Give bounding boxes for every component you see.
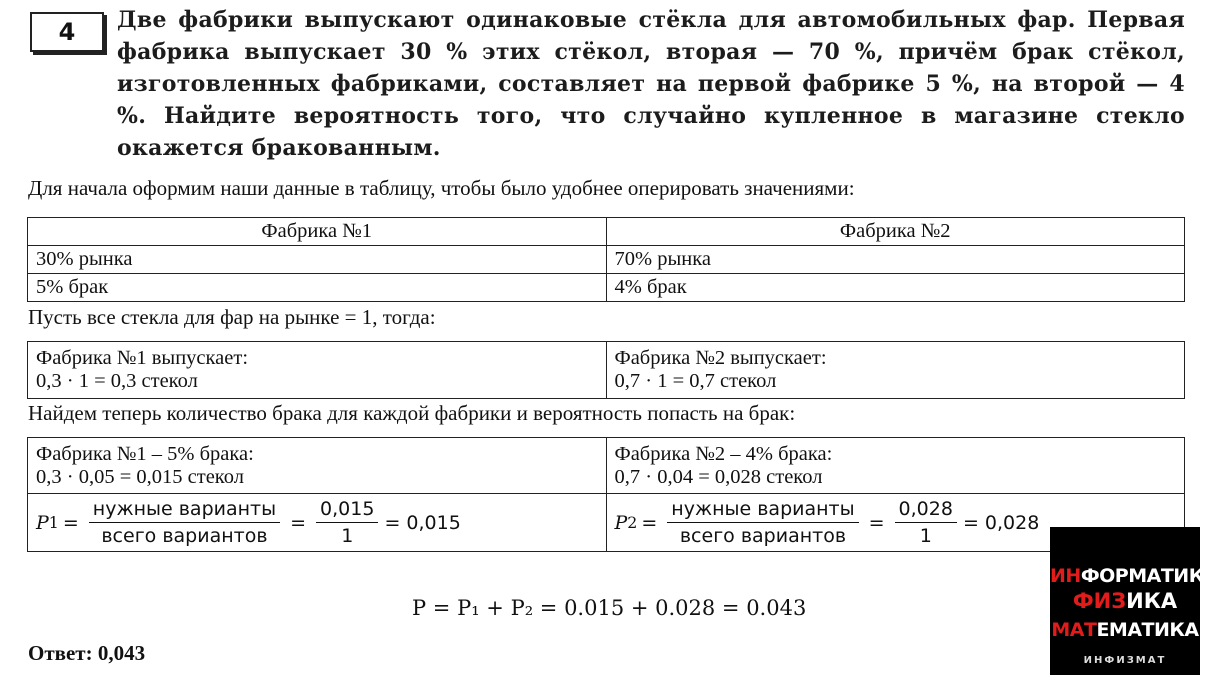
p1-result: = 0,015 [384,511,461,534]
p1-formula: P 1 = $\frac{\text{нужные варианты}}{\text{всего вариантов}}$ = $\frac{0,015}{1}$ = 0,015 [36,498,461,547]
logo-line-fizika: ФИЗИКА [1072,589,1178,613]
answer: Ответ: 0,043 [28,641,146,665]
factory2-defect-cell [606,438,1185,494]
factory1-defect-cell [28,438,607,494]
factory1-production-label: Фабрика №1 выпускает: [36,347,249,369]
fraction-numerator: нужные варианты [667,498,858,523]
fraction-denominator: всего вариантов [101,525,268,547]
p1-subscript: 1 [48,513,59,532]
production-table [27,341,1185,399]
step2-text: Пусть все стекла для фар на рынке = 1, тогда: [28,305,436,329]
factory2-production-cell [606,342,1185,399]
fraction-numerator: нужные варианты [89,498,280,523]
p2-formula: P 2 = $\frac{\text{нужные варианты}}{\text{всего вариантов}}$ = $\frac{0,028}{1}$ = 0,028 [614,498,1040,547]
data-table [27,217,1185,302]
p1-value-fraction [316,498,378,547]
p2-result: = 0,028 [962,511,1040,534]
table-header-factory2: Фабрика №2 [606,218,1185,246]
infizmat-logo [1050,527,1218,675]
p1-numerator: 0,015 [316,498,378,523]
table-cell: 5% брак [28,274,607,302]
factory2-defect-calc: 0,7 · 0,04 = 0,028 стекол [614,465,823,488]
logo-line-informatika: ИНФОРМАТИКА [1050,565,1218,587]
table-cell: 30% рынка [28,246,607,274]
problem-text: Две фабрики выпускают одинаковые стёкла для автомобильных фар. Первая фабрика выпускает 30 % этих стёкол, вторая — 70 %, причём брак стёкол, изготовленных фабриками, составляет на первой фабрике 5 %, на второй — 4 %. Найдите вероятность того, что случайно купленное в магазине стекло окажется бракованным. [117,7,1185,161]
factory2-production-label: Фабрика №2 выпускает: [614,347,827,369]
defect-table [27,437,1185,552]
factory1-production-cell [28,342,607,399]
intro-text: Для начала оформим наши данные в таблицу, чтобы было удобнее оперировать значениями: [28,176,855,200]
p1-symbol: P [36,511,49,534]
factory2-production-calc: 0,7 · 1 = 0,7 стекол [614,370,777,392]
p1-formula-cell [28,494,607,552]
logo-line-matematika: МАТЕМАТИКА [1051,619,1199,641]
p2-definition-fraction [667,498,858,547]
p2-denominator: 1 [919,525,932,547]
p2-subscript: 2 [627,513,638,532]
p1-definition-fraction [89,498,280,547]
factory1-production-calc: 0,3 · 1 = 0,3 стекол [36,370,198,392]
table-cell: 70% рынка [606,246,1185,274]
p1-denominator: 1 [341,525,354,547]
logo-brand-text: ИНФИЗМАТ [1083,655,1167,666]
factory1-defect-calc: 0,3 · 0,05 = 0,015 стекол [36,465,244,488]
factory2-defect-label: Фабрика №2 – 4% брака: [614,442,833,465]
factory1-defect-label: Фабрика №1 – 5% брака: [36,442,254,465]
table-header-factory1: Фабрика №1 [28,218,607,246]
step3-text: Найдем теперь количество брака для каждой фабрики и вероятность попасть на брак: [28,401,796,425]
final-formula: P = P₁ + P₂ = 0.015 + 0.028 = 0.043 [412,596,807,620]
p2-symbol: P [614,511,628,534]
fraction-denominator: всего вариантов [679,525,847,547]
problem-number: 4 [30,12,104,52]
p2-numerator: 0,028 [895,498,957,523]
p2-value-fraction [895,498,957,547]
table-cell: 4% брак [606,274,1185,302]
problem-statement [20,4,1185,161]
